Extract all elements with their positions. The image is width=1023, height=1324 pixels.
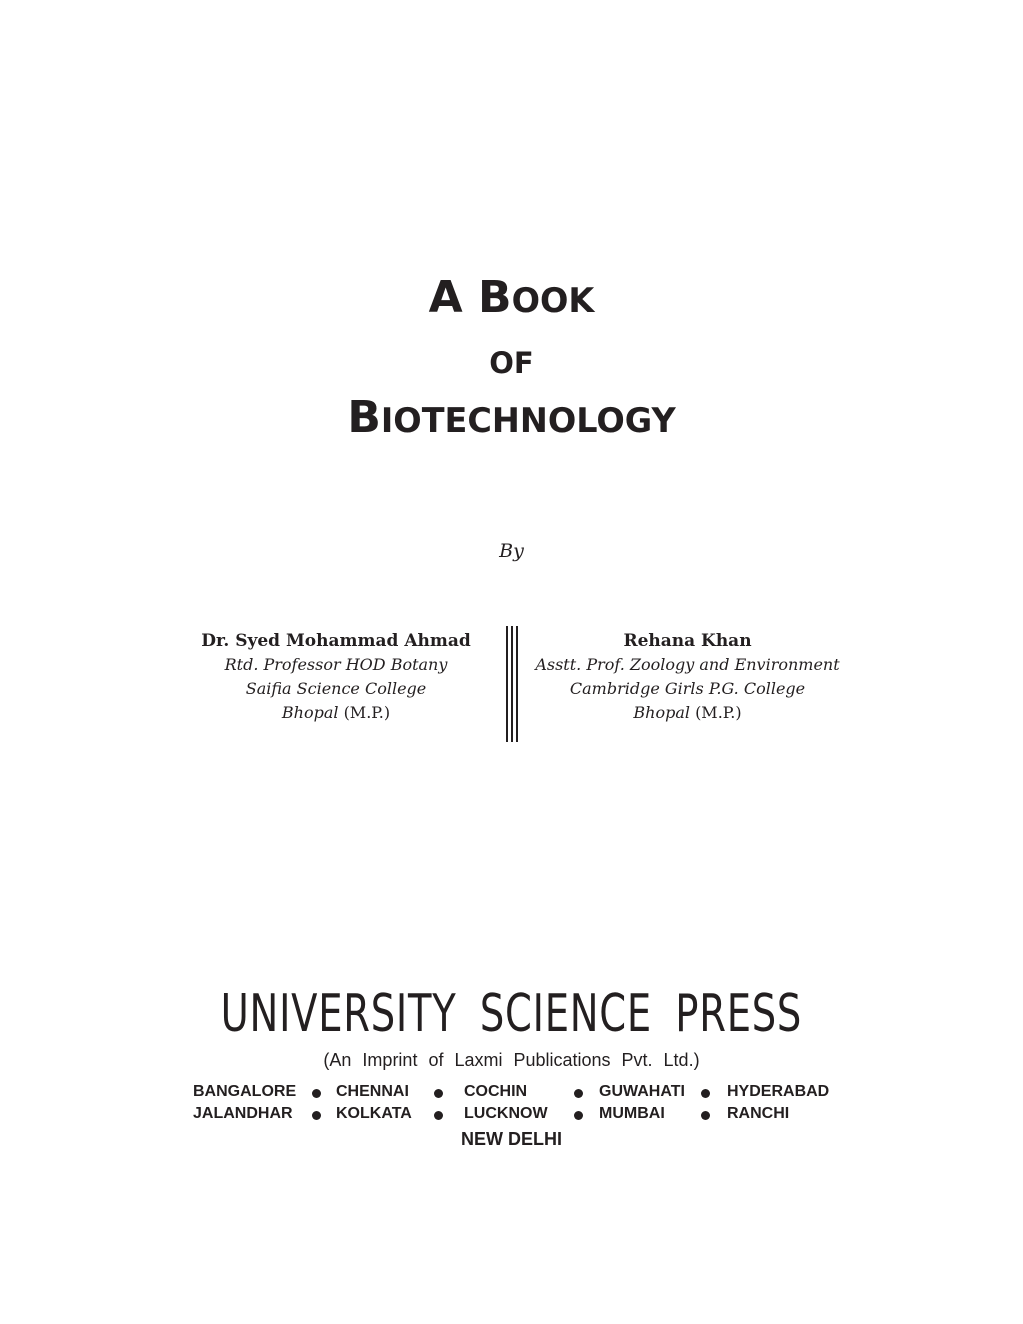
author-institution: Cambridge Girls P.G. College bbox=[569, 679, 806, 698]
bullet-icon bbox=[434, 1089, 443, 1098]
author-divider-line bbox=[511, 626, 513, 742]
author-name: Rehana Khan bbox=[623, 631, 752, 651]
bullet-icon bbox=[574, 1111, 583, 1120]
book-title-line-3: BIOTECHNOLOGY bbox=[347, 392, 676, 443]
author-location: Bhopal (M.P.) bbox=[281, 703, 391, 722]
city-name: RANCHI bbox=[727, 1105, 790, 1122]
city-name: JALANDHAR bbox=[193, 1105, 293, 1122]
author-institution: Saifia Science College bbox=[245, 679, 427, 698]
city-name: MUMBAI bbox=[599, 1105, 665, 1122]
city-list-row-1 bbox=[0, 1083, 1023, 1105]
city-name: KOLKATA bbox=[336, 1105, 412, 1122]
title-word-book: BOOK bbox=[478, 272, 595, 323]
bullet-icon bbox=[312, 1089, 321, 1098]
city-name: GUWAHATI bbox=[599, 1083, 685, 1100]
by-label: By bbox=[499, 540, 524, 562]
book-title-line-1 bbox=[0, 272, 1023, 323]
author-block-1 bbox=[186, 629, 486, 725]
head-office-city: NEW DELHI bbox=[461, 1129, 562, 1149]
city-list-row-2 bbox=[0, 1105, 1023, 1127]
bullet-icon bbox=[434, 1111, 443, 1120]
title-word-a: A bbox=[428, 272, 463, 323]
author-designation: Asstt. Prof. Zoology and Environment bbox=[535, 655, 840, 674]
author-name: Dr. Syed Mohammad Ahmad bbox=[201, 631, 471, 651]
book-title-line-2: OF bbox=[489, 346, 534, 380]
author-divider-line bbox=[516, 626, 518, 742]
city-name: LUCKNOW bbox=[464, 1105, 548, 1122]
publisher-name: UNIVERSITY SCIENCE PRESS bbox=[220, 984, 803, 1044]
bullet-icon bbox=[701, 1111, 710, 1120]
city-name: HYDERABAD bbox=[727, 1083, 830, 1100]
author-designation: Rtd. Professor HOD Botany bbox=[224, 655, 448, 674]
author-location: Bhopal (M.P.) bbox=[633, 703, 742, 722]
bullet-icon bbox=[312, 1111, 321, 1120]
city-name: BANGALORE bbox=[193, 1083, 297, 1100]
publisher-imprint: (An Imprint of Laxmi Publications Pvt. Ltd.) bbox=[323, 1050, 700, 1070]
author-block-2 bbox=[530, 629, 845, 725]
city-name: CHENNAI bbox=[336, 1083, 409, 1100]
city-name: COCHIN bbox=[464, 1083, 528, 1100]
bullet-icon bbox=[574, 1089, 583, 1098]
bullet-icon bbox=[701, 1089, 710, 1098]
author-divider-line bbox=[506, 626, 508, 742]
